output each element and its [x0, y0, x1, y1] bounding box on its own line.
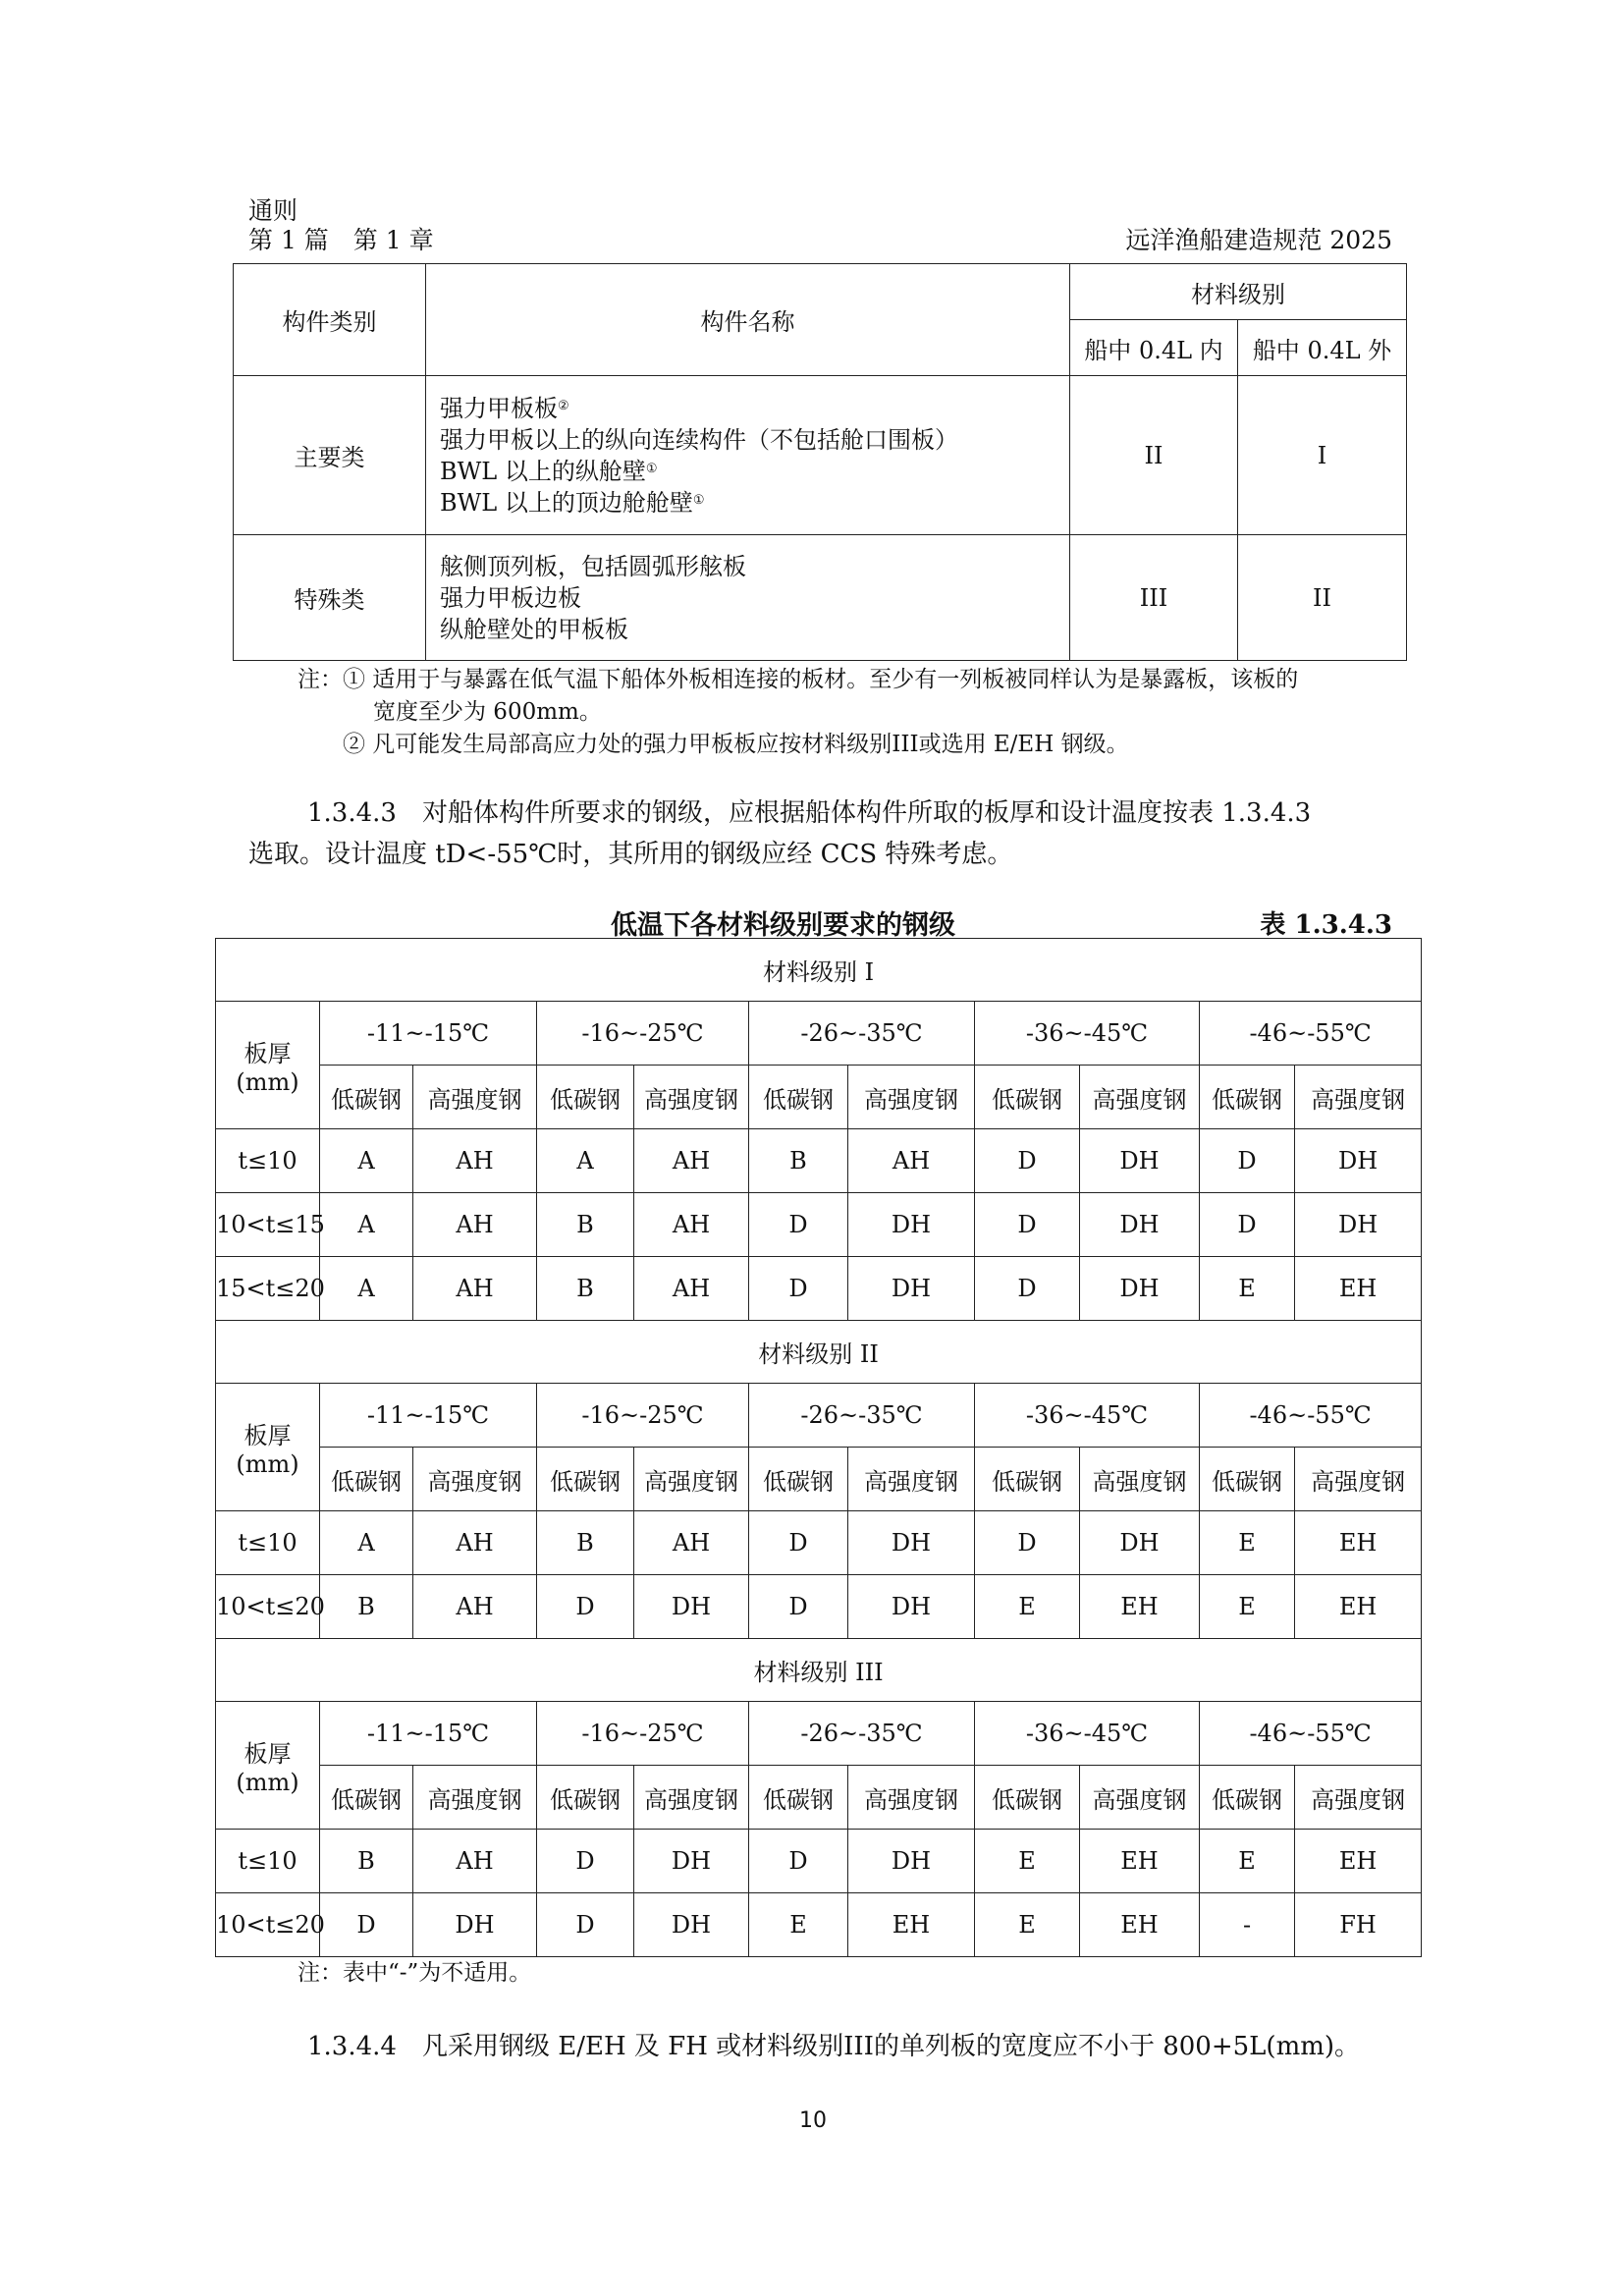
- mild-steel-header: 低碳钢: [749, 1448, 848, 1511]
- steel-grade-cell: E: [1200, 1257, 1295, 1321]
- thickness-label: 板厚: [243, 1740, 292, 1768]
- steel-grade-cell: D: [537, 1575, 634, 1639]
- table-row: [216, 1129, 1422, 1193]
- temperature-range-header: -11~-15℃: [320, 1702, 537, 1766]
- steel-grade-cell: EH: [848, 1893, 975, 1957]
- steel-grade-cell: AH: [634, 1193, 749, 1257]
- mild-steel-header: 低碳钢: [1200, 1448, 1295, 1511]
- steel-grade-cell: E: [975, 1575, 1080, 1639]
- high-strength-steel-header: 高强度钢: [634, 1766, 749, 1830]
- thickness-range: 10<t≤20: [216, 1893, 320, 1957]
- high-strength-steel-header: 高强度钢: [848, 1448, 975, 1511]
- thickness-range: t≤10: [216, 1830, 320, 1893]
- table-row: [216, 1893, 1422, 1957]
- steel-grade-cell: AH: [413, 1257, 537, 1321]
- member-name: 纵舱壁处的甲板板: [440, 615, 628, 643]
- header-title: 远洋渔船建造规范 2025: [1125, 226, 1392, 254]
- steel-grade-cell: D: [537, 1830, 634, 1893]
- header-outside: 船中 0.4L 外: [1238, 320, 1407, 376]
- mild-steel-header: 低碳钢: [975, 1766, 1080, 1830]
- member-name: 强力甲板板: [440, 394, 558, 422]
- member-category-table: [233, 263, 1407, 661]
- member-name: 强力甲板以上的纵向连续构件（不包括舱口围板）: [440, 425, 958, 454]
- grade-inside: III: [1070, 535, 1238, 661]
- steel-grade-cell: DH: [634, 1893, 749, 1957]
- thickness-range: 10<t≤15: [216, 1193, 320, 1257]
- thickness-label: 板厚: [243, 1422, 292, 1449]
- steel-grade-cell: DH: [413, 1893, 537, 1957]
- header-chapter: 第 1 篇 第 1 章: [248, 226, 434, 254]
- high-strength-steel-header: 高强度钢: [1295, 1066, 1422, 1129]
- high-strength-steel-header: 高强度钢: [1295, 1766, 1422, 1830]
- header-category: 构件类别: [234, 264, 426, 376]
- steel-grade-cell: EH: [1080, 1893, 1200, 1957]
- high-strength-steel-header: 高强度钢: [413, 1066, 537, 1129]
- mild-steel-header: 低碳钢: [1200, 1066, 1295, 1129]
- steel-grade-cell: D: [320, 1893, 413, 1957]
- thickness-range: t≤10: [216, 1129, 320, 1193]
- steel-grade-cell: E: [1200, 1511, 1295, 1575]
- mild-steel-header: 低碳钢: [320, 1766, 413, 1830]
- steel-grade-cell: EH: [1080, 1575, 1200, 1639]
- thickness-range: 15<t≤20: [216, 1257, 320, 1321]
- high-strength-steel-header: 高强度钢: [413, 1448, 537, 1511]
- table-number: 表 1.3.4.3: [1260, 910, 1392, 940]
- mild-steel-header: 低碳钢: [537, 1448, 634, 1511]
- thickness-header: [216, 1002, 320, 1129]
- steel-grade-cell: DH: [848, 1575, 975, 1639]
- material-grade-heading: 材料级别 I: [216, 939, 1422, 1002]
- steel-grade-cell: DH: [634, 1575, 749, 1639]
- steel-grade-cell: EH: [1295, 1575, 1422, 1639]
- steel-grade-cell: AH: [413, 1129, 537, 1193]
- member-name: 舷侧顶列板，包括圆弧形舷板: [440, 552, 746, 580]
- clause-1-3-4-3-cont: 选取。设计温度 tD<-55℃时，其所用的钢级应经 CCS 特殊考虑。: [248, 840, 1013, 869]
- steel-grade-cell: E: [1200, 1575, 1295, 1639]
- thickness-header: [216, 1702, 320, 1830]
- steel-grade-cell: D: [1200, 1129, 1295, 1193]
- temperature-range-header: -16~-25℃: [537, 1702, 749, 1766]
- steel-grade-cell: AH: [413, 1830, 537, 1893]
- steel-grade-cell: E: [1200, 1830, 1295, 1893]
- header-member-name: 构件名称: [426, 264, 1070, 376]
- steel-grade-cell: E: [975, 1830, 1080, 1893]
- member-names-primary: [426, 376, 1070, 535]
- thickness-unit: (mm): [236, 1450, 299, 1478]
- temperature-range-header: -26~-35℃: [749, 1702, 975, 1766]
- steel-grade-cell: -: [1200, 1893, 1295, 1957]
- steel-grade-cell: DH: [1080, 1193, 1200, 1257]
- steel-grade-cell: B: [537, 1511, 634, 1575]
- steel-grade-cell: DH: [1080, 1257, 1200, 1321]
- clause-1-3-4-3: 1.3.4.3 对船体构件所要求的钢级，应根据船体构件所取的板厚和设计温度按表 1.3.4.3: [307, 798, 1312, 828]
- steel-grade-cell: AH: [413, 1193, 537, 1257]
- steel-grade-cell: FH: [1295, 1893, 1422, 1957]
- mild-steel-header: 低碳钢: [749, 1066, 848, 1129]
- high-strength-steel-header: 高强度钢: [413, 1766, 537, 1830]
- steel-grade-cell: A: [537, 1129, 634, 1193]
- temperature-range-header: -16~-25℃: [537, 1002, 749, 1066]
- steel-grade-cell: D: [975, 1511, 1080, 1575]
- material-grade-heading: 材料级别 II: [216, 1321, 1422, 1384]
- steel-grade-cell: DH: [1295, 1129, 1422, 1193]
- temperature-range-header: -36~-45℃: [975, 1384, 1200, 1448]
- member-name: BWL 以上的顶边舱舱壁: [440, 488, 693, 517]
- mild-steel-header: 低碳钢: [320, 1448, 413, 1511]
- temperature-range-header: -36~-45℃: [975, 1002, 1200, 1066]
- grade-inside: II: [1070, 376, 1238, 535]
- member-name: 强力甲板边板: [440, 583, 581, 612]
- steel-grade-cell: D: [749, 1511, 848, 1575]
- table-row: [216, 1575, 1422, 1639]
- note-1: 注：① 适用于与暴露在低气温下船体外板相连接的板材。至少有一列板被同样认为是暴露板，该板的: [298, 667, 1299, 692]
- table-row: [216, 1193, 1422, 1257]
- page-number: 10: [799, 2108, 827, 2133]
- thickness-unit: (mm): [236, 1769, 299, 1796]
- steel-grade-cell: D: [537, 1893, 634, 1957]
- steel-grade-cell: D: [1200, 1193, 1295, 1257]
- temperature-range-header: -11~-15℃: [320, 1384, 537, 1448]
- steel-grade-cell: B: [320, 1830, 413, 1893]
- steel-grade-cell: EH: [1295, 1830, 1422, 1893]
- steel-grade-cell: A: [320, 1511, 413, 1575]
- thickness-header: [216, 1384, 320, 1511]
- mild-steel-header: 低碳钢: [537, 1066, 634, 1129]
- high-strength-steel-header: 高强度钢: [1295, 1448, 1422, 1511]
- header-material-grade: 材料级别: [1070, 264, 1407, 320]
- temperature-range-header: -46~-55℃: [1200, 1702, 1422, 1766]
- steel-grade-cell: DH: [1295, 1193, 1422, 1257]
- thickness-range: t≤10: [216, 1511, 320, 1575]
- table-row: [216, 1830, 1422, 1893]
- temperature-range-header: -11~-15℃: [320, 1002, 537, 1066]
- steel-grade-cell: D: [749, 1257, 848, 1321]
- steel-grade-cell: DH: [848, 1511, 975, 1575]
- member-names-special: [426, 535, 1070, 661]
- high-strength-steel-header: 高强度钢: [634, 1448, 749, 1511]
- steel-grade-cell: DH: [848, 1193, 975, 1257]
- temperature-range-header: -46~-55℃: [1200, 1002, 1422, 1066]
- steel-grade-table: [215, 938, 1422, 1957]
- steel-grade-cell: B: [320, 1575, 413, 1639]
- mild-steel-header: 低碳钢: [1200, 1766, 1295, 1830]
- steel-grade-cell: EH: [1295, 1257, 1422, 1321]
- temperature-range-header: -26~-35℃: [749, 1002, 975, 1066]
- high-strength-steel-header: 高强度钢: [1080, 1066, 1200, 1129]
- temperature-range-header: -16~-25℃: [537, 1384, 749, 1448]
- member-name: BWL 以上的纵舱壁: [440, 457, 646, 485]
- steel-grade-cell: B: [749, 1129, 848, 1193]
- steel-grade-cell: B: [537, 1193, 634, 1257]
- header-inside: 船中 0.4L 内: [1070, 320, 1238, 376]
- steel-grade-cell: D: [975, 1193, 1080, 1257]
- footnote-mark: ②: [558, 398, 569, 413]
- high-strength-steel-header: 高强度钢: [634, 1066, 749, 1129]
- table-note: 注：表中“-”为不适用。: [298, 1960, 532, 1986]
- steel-grade-cell: EH: [1080, 1830, 1200, 1893]
- steel-grade-cell: D: [749, 1575, 848, 1639]
- high-strength-steel-header: 高强度钢: [848, 1766, 975, 1830]
- steel-grade-cell: DH: [1080, 1511, 1200, 1575]
- high-strength-steel-header: 高强度钢: [1080, 1766, 1200, 1830]
- steel-grade-cell: AH: [634, 1129, 749, 1193]
- category-primary: 主要类: [234, 376, 426, 535]
- footnote-mark: ①: [692, 492, 705, 508]
- table-title: 低温下各材料级别要求的钢级: [611, 910, 955, 941]
- mild-steel-header: 低碳钢: [749, 1766, 848, 1830]
- footnote-mark: ①: [645, 461, 658, 476]
- mild-steel-header: 低碳钢: [320, 1066, 413, 1129]
- steel-grade-cell: DH: [1080, 1129, 1200, 1193]
- steel-grade-cell: E: [749, 1893, 848, 1957]
- clause-1-3-4-4: 1.3.4.4 凡采用钢级 E/EH 及 FH 或材料级别III的单列板的宽度应不小于 800+5L(mm)。: [307, 2032, 1361, 2061]
- steel-grade-cell: DH: [848, 1830, 975, 1893]
- steel-grade-cell: A: [320, 1193, 413, 1257]
- category-special: 特殊类: [234, 535, 426, 661]
- steel-grade-cell: D: [749, 1830, 848, 1893]
- steel-grade-cell: DH: [634, 1830, 749, 1893]
- steel-grade-cell: DH: [848, 1257, 975, 1321]
- thickness-label: 板厚: [243, 1040, 292, 1067]
- temperature-range-header: -46~-55℃: [1200, 1384, 1422, 1448]
- high-strength-steel-header: 高强度钢: [1080, 1448, 1200, 1511]
- steel-grade-cell: E: [975, 1893, 1080, 1957]
- thickness-range: 10<t≤20: [216, 1575, 320, 1639]
- steel-grade-cell: AH: [634, 1511, 749, 1575]
- steel-grade-cell: D: [975, 1129, 1080, 1193]
- table-row: [216, 1257, 1422, 1321]
- steel-grade-cell: AH: [413, 1511, 537, 1575]
- table-row: [216, 1511, 1422, 1575]
- steel-grade-cell: D: [749, 1193, 848, 1257]
- mild-steel-header: 低碳钢: [537, 1766, 634, 1830]
- high-strength-steel-header: 高强度钢: [848, 1066, 975, 1129]
- temperature-range-header: -26~-35℃: [749, 1384, 975, 1448]
- material-grade-heading: 材料级别 III: [216, 1639, 1422, 1702]
- steel-grade-cell: D: [975, 1257, 1080, 1321]
- temperature-range-header: -36~-45℃: [975, 1702, 1200, 1766]
- steel-grade-cell: B: [537, 1257, 634, 1321]
- steel-grade-cell: AH: [848, 1129, 975, 1193]
- header-section: 通则: [248, 196, 298, 225]
- grade-outside: II: [1238, 535, 1407, 661]
- steel-grade-cell: EH: [1295, 1511, 1422, 1575]
- mild-steel-header: 低碳钢: [975, 1066, 1080, 1129]
- note-1-cont: 宽度至少为 600mm。: [373, 699, 602, 725]
- thickness-unit: (mm): [236, 1068, 299, 1096]
- steel-grade-cell: A: [320, 1257, 413, 1321]
- steel-grade-cell: AH: [634, 1257, 749, 1321]
- steel-grade-cell: A: [320, 1129, 413, 1193]
- mild-steel-header: 低碳钢: [975, 1448, 1080, 1511]
- steel-grade-cell: AH: [413, 1575, 537, 1639]
- grade-outside: I: [1238, 376, 1407, 535]
- note-2: ② 凡可能发生局部高应力处的强力甲板板应按材料级别III或选用 E/EH 钢级。: [343, 732, 1129, 757]
